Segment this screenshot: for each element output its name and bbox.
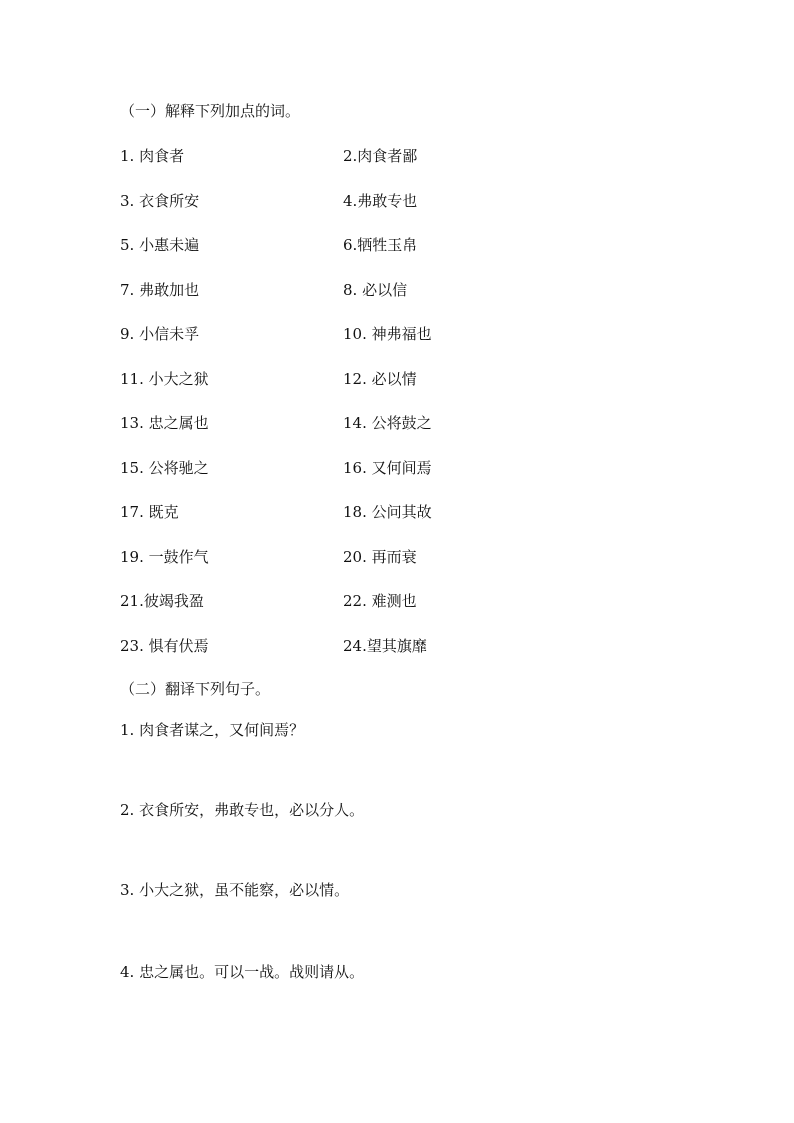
vocab-item-11: 11. 小大之狱 <box>120 370 209 388</box>
vocab-item-17: 17. 既克 <box>120 503 179 521</box>
vocab-item-6: 6.牺牲玉帛 <box>343 236 418 254</box>
vocab-item-12: 12. 必以情 <box>343 370 417 388</box>
vocab-item-16: 16. 又何间焉 <box>343 459 432 477</box>
vocab-item-10: 10. 神弗福也 <box>343 325 432 343</box>
section-1-heading: （一）解释下列加点的词。 <box>120 102 301 120</box>
vocab-item-23: 23. 惧有伏焉 <box>120 637 209 655</box>
vocab-item-20: 20. 再而衰 <box>343 548 417 566</box>
vocab-item-19: 19. 一鼓作气 <box>120 548 209 566</box>
vocab-item-3: 3. 衣食所安 <box>120 192 200 210</box>
translation-sentence-2: 2. 衣食所安，弗敢专也，必以分人。 <box>120 801 365 819</box>
vocab-item-24: 24.望其旗靡 <box>343 637 427 655</box>
vocab-item-18: 18. 公问其故 <box>343 503 432 521</box>
translation-sentence-4: 4. 忠之属也。可以一战。战则请从。 <box>120 963 365 981</box>
vocab-item-21: 21.彼竭我盈 <box>120 592 204 610</box>
vocab-item-13: 13. 忠之属也 <box>120 414 209 432</box>
vocab-item-14: 14. 公将鼓之 <box>343 414 432 432</box>
vocab-item-1: 1. 肉食者 <box>120 147 185 165</box>
translation-sentence-3: 3. 小大之狱，虽不能察，必以情。 <box>120 881 350 899</box>
vocab-item-2: 2.肉食者鄙 <box>343 147 418 165</box>
vocab-item-9: 9. 小信未孚 <box>120 325 200 343</box>
vocab-item-4: 4.弗敢专也 <box>343 192 418 210</box>
vocab-item-7: 7. 弗敢加也 <box>120 281 200 299</box>
vocab-item-15: 15. 公将驰之 <box>120 459 209 477</box>
vocab-item-22: 22. 难测也 <box>343 592 417 610</box>
vocab-item-5: 5. 小惠未遍 <box>120 236 200 254</box>
translation-sentence-1: 1. 肉食者谋之，又何间焉？ <box>120 721 305 739</box>
vocab-item-8: 8. 必以信 <box>343 281 408 299</box>
section-2-heading: （二）翻译下列句子。 <box>120 680 271 698</box>
